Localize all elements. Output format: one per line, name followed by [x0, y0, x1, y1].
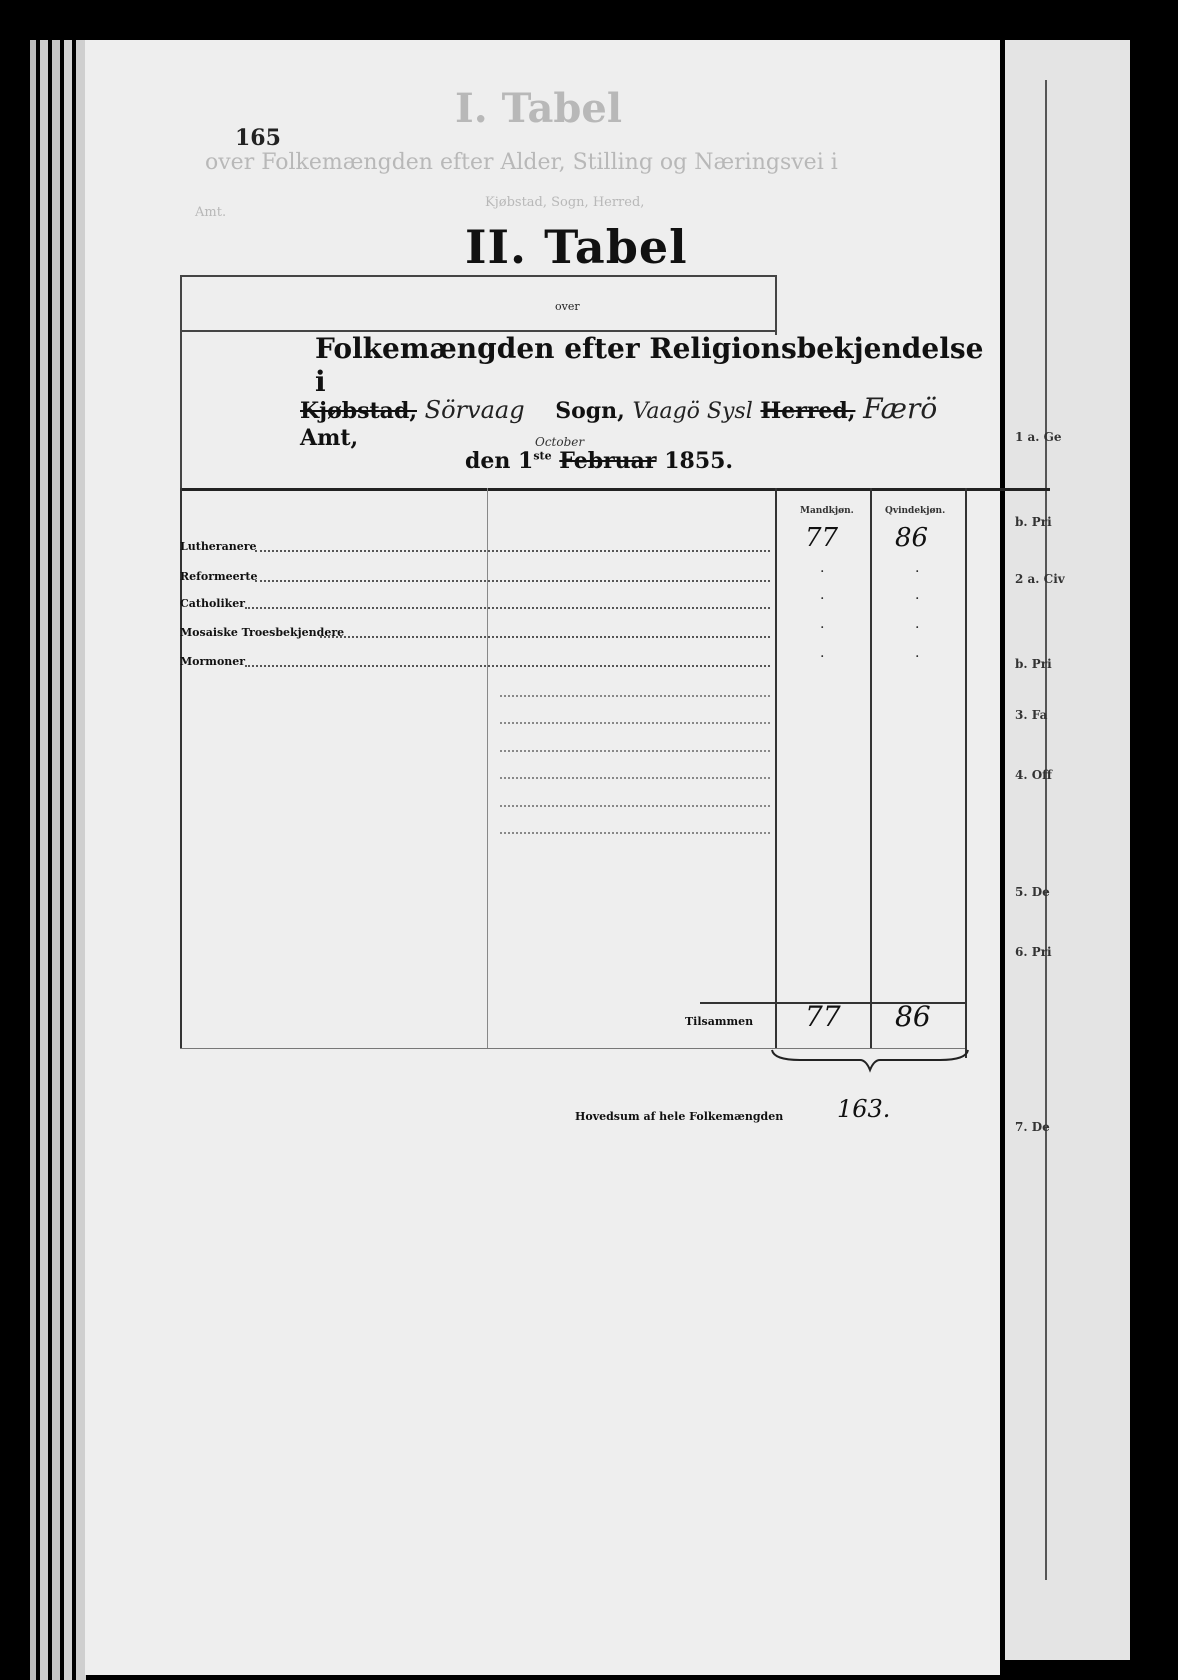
- empty-dotted-line: [500, 740, 770, 752]
- leader-dots: [255, 570, 770, 582]
- leader-dots: [245, 597, 770, 609]
- empty-dotted-line: [500, 795, 770, 807]
- grand-total-label: Hovedsum af hele Folkemængden: [575, 1110, 784, 1123]
- column-header-men: Mandkjøn.: [800, 506, 854, 516]
- total-women: 86: [895, 1000, 931, 1033]
- empty-dotted-line: [500, 685, 770, 697]
- bleed-through-line: over Folkemængden efter Alder, Stilling og Næringsvei i: [205, 150, 838, 175]
- kjobstad-label: Kjøbstad,: [300, 398, 417, 424]
- kjobstad-handwritten: Sörvaag: [424, 396, 525, 424]
- month-printed: Februar: [559, 448, 657, 474]
- facing-page-label: 3. Fa: [1015, 708, 1048, 722]
- facing-page-label: 5. De: [1015, 885, 1050, 899]
- facing-page-label: b. Pri: [1015, 657, 1052, 671]
- empty-dotted-line: [500, 822, 770, 834]
- table-heading: Folkemængden efter Religionsbekjendelse i: [315, 332, 984, 398]
- facing-page-label: 7. De: [1015, 1120, 1050, 1134]
- date-prefix: den 1: [465, 448, 534, 474]
- value-men-mormoner: .: [820, 645, 825, 661]
- row-label-reformeerte: Reformeerte: [180, 570, 258, 583]
- facing-page-label: 1 a. Ge: [1015, 430, 1062, 444]
- row-label-lutheranere: Lutheranere: [180, 540, 257, 553]
- total-label: Tilsammen: [685, 1015, 754, 1028]
- row-label-mosaiske: Mosaiske Troesbekjendere: [180, 626, 345, 639]
- grand-total-value: 163.: [837, 1095, 891, 1123]
- value-men-mosaiske: .: [820, 616, 825, 632]
- value-women-mosaiske: .: [915, 616, 920, 632]
- value-women-catholiker: .: [915, 587, 920, 603]
- census-page: [85, 40, 1000, 1675]
- bleed-through-line: Amt.: [195, 205, 227, 220]
- amt-handwritten: Færö: [863, 392, 938, 425]
- herred-label: Herred,: [760, 398, 856, 424]
- value-men-catholiker: .: [820, 587, 825, 603]
- over-text: over: [555, 300, 580, 313]
- month-handwritten: October: [535, 435, 585, 449]
- facing-page-label: 6. Pri: [1015, 945, 1052, 959]
- bleed-through-title: I. Tabel: [455, 85, 623, 132]
- facing-page: [1005, 40, 1130, 1660]
- bleed-through-line: Kjøbstad, Sogn, Herred,: [485, 195, 645, 210]
- leader-dots: [255, 540, 770, 552]
- table-right-border: [965, 488, 967, 1058]
- leader-dots: [245, 655, 770, 667]
- column-divider: [870, 488, 872, 1048]
- value-men-lutheranere: 77: [805, 523, 839, 553]
- leader-dots: [320, 626, 770, 638]
- column-header-women: Qvindekjøn.: [885, 506, 946, 516]
- table-top-rule: [180, 488, 1050, 491]
- value-women-lutheranere: 86: [895, 523, 929, 553]
- sum-brace: [770, 1048, 970, 1073]
- empty-dotted-line: [500, 712, 770, 724]
- sogn-handwritten: Vaagö Sysl: [632, 399, 753, 424]
- facing-page-label: b. Pri: [1015, 515, 1052, 529]
- value-men-reformeerte: .: [820, 560, 825, 576]
- location-line: [300, 392, 1000, 451]
- date-suffix: ste: [533, 449, 552, 463]
- census-year: 1855.: [664, 448, 734, 474]
- page-number: 165: [235, 125, 281, 151]
- total-men: 77: [805, 1000, 841, 1033]
- page-title: II. Tabel: [465, 220, 688, 274]
- facing-page-label: 2 a. Civ: [1015, 572, 1065, 586]
- value-women-reformeerte: .: [915, 560, 920, 576]
- facing-page-label: 4. Off: [1015, 768, 1053, 782]
- empty-dotted-line: [500, 767, 770, 779]
- sogn-label: Sogn,: [555, 398, 625, 424]
- value-women-mormoner: .: [915, 645, 920, 661]
- row-label-mormoner: Mormoner: [180, 655, 246, 668]
- column-divider: [775, 488, 777, 1048]
- amt-label: Amt,: [300, 425, 359, 451]
- row-label-catholiker: Catholiker: [180, 597, 246, 610]
- date-line: [465, 448, 733, 474]
